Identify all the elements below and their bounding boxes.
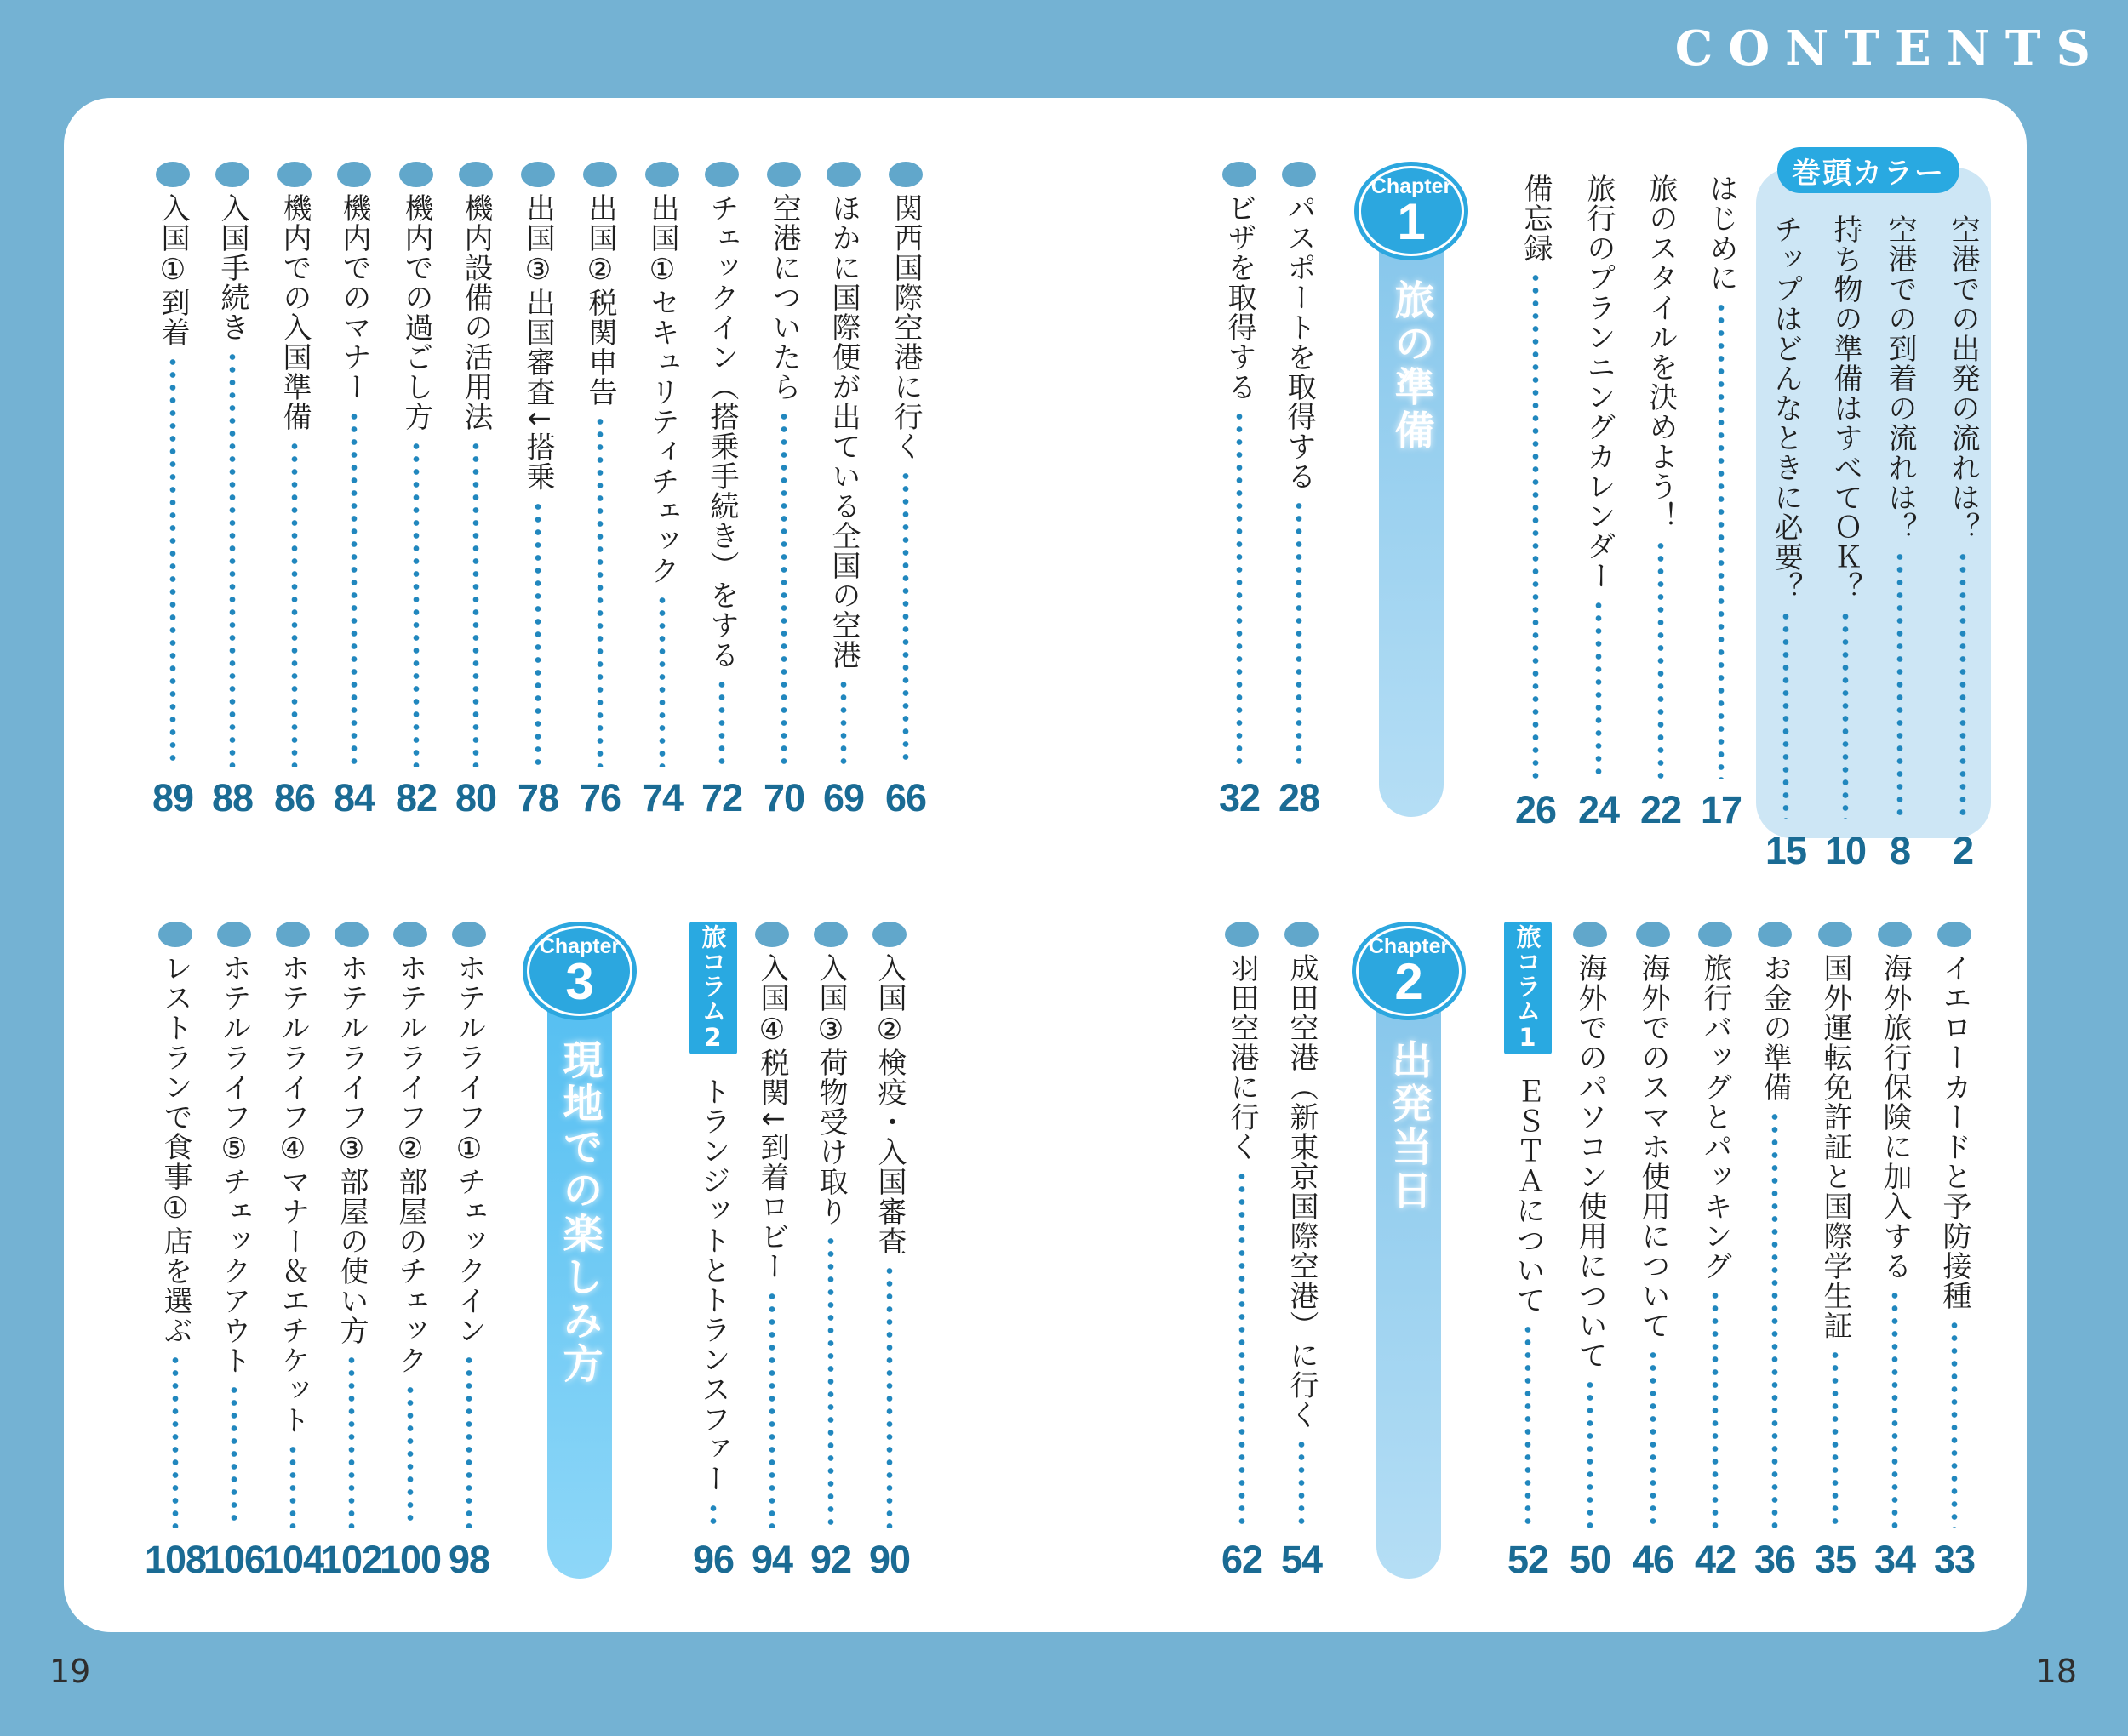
toc-entry-label: ホテルライフ③部屋の使い方 xyxy=(335,953,369,1345)
bullet-dot-icon xyxy=(1573,922,1607,947)
bullet-dot-icon xyxy=(1284,922,1319,947)
toc-entry xyxy=(568,162,632,817)
leader-dots xyxy=(827,1235,835,1528)
bullet-dot-icon xyxy=(1758,922,1792,947)
column-badge: 旅コラム1 xyxy=(1504,922,1552,1054)
toc-entry xyxy=(1803,922,1868,1579)
toc-entry xyxy=(143,922,208,1579)
leader-dots xyxy=(1531,271,1540,779)
bullet-dot-icon xyxy=(1636,922,1670,947)
leader-dots xyxy=(1656,540,1665,779)
toc-entry xyxy=(857,922,922,1579)
chapter-word: Chapter xyxy=(1370,174,1452,198)
toc-page-number: 15 xyxy=(1765,829,1807,872)
toc-entry xyxy=(262,162,327,817)
toc-page-number: 84 xyxy=(333,776,375,819)
bullet-dot-icon xyxy=(814,922,848,947)
toc-entry-label: ＥＳＴＡについて xyxy=(1511,1076,1545,1315)
leader-dots xyxy=(596,415,604,767)
toc-entry-label: トランジットとトランスファー xyxy=(696,1076,730,1493)
leader-dots xyxy=(1896,551,1904,819)
toc-entry-label: 入国①到着 xyxy=(156,193,190,347)
toc-page-number: 32 xyxy=(1218,776,1261,819)
toc-page-number: 104 xyxy=(261,1538,324,1581)
leader-dots xyxy=(230,1384,238,1528)
bullet-dot-icon xyxy=(215,162,249,187)
toc-entry xyxy=(1683,922,1748,1579)
toc-entry-label: ホテルライフ⑤チェックアウト xyxy=(217,953,251,1375)
leader-dots xyxy=(406,1384,415,1528)
toc-entry xyxy=(319,922,384,1579)
toc-entry xyxy=(752,162,816,817)
leader-dots xyxy=(1297,1438,1306,1528)
bullet-dot-icon xyxy=(705,162,739,187)
leader-dots xyxy=(534,500,542,768)
toc-page-number: 78 xyxy=(517,776,559,819)
toc-entry-label: 入国手続き xyxy=(215,193,249,342)
toc-entry-label: 海外旅行保険に加入する xyxy=(1878,953,1912,1281)
toc-page-number: 76 xyxy=(579,776,621,819)
toc-page-number: 88 xyxy=(211,776,254,819)
toc-entry xyxy=(1922,922,1987,1579)
toc-entry-label: 海外でのスマホ使用について xyxy=(1636,953,1670,1340)
bullet-dot-icon xyxy=(1222,162,1256,187)
leader-dots xyxy=(169,356,177,767)
toc-page-number: 24 xyxy=(1577,788,1620,831)
toc-entry xyxy=(1566,162,1631,829)
leader-dots xyxy=(290,440,299,767)
toc-entry xyxy=(200,162,265,817)
toc-entry xyxy=(798,922,863,1579)
leader-dots xyxy=(347,1354,356,1528)
toc-entry xyxy=(740,922,804,1579)
toc-entry-label: 機内での過ごし方 xyxy=(399,193,433,431)
toc-entry xyxy=(1267,162,1331,817)
toc-page-number: 66 xyxy=(884,776,927,819)
leader-dots xyxy=(1649,1349,1657,1528)
toc-page-number: 90 xyxy=(868,1538,911,1581)
toc-page-number: 62 xyxy=(1221,1538,1263,1581)
toc-entry xyxy=(140,162,205,817)
toc-page-number: 70 xyxy=(763,776,805,819)
bullet-dot-icon xyxy=(1225,922,1259,947)
chapter-column xyxy=(1347,162,1475,817)
toc-page-number: 108 xyxy=(144,1538,207,1581)
toc-page-number: 46 xyxy=(1632,1538,1674,1581)
toc-entry xyxy=(1628,162,1693,829)
toc-entry-label: お金の準備 xyxy=(1758,953,1792,1102)
toc-page-number: 34 xyxy=(1873,1538,1916,1581)
toc-entry-label: ホテルライフ①チェックイン xyxy=(452,953,486,1345)
toc-entry-label: パスポートを取得する xyxy=(1282,193,1316,491)
spread-page-number-right: 18 xyxy=(2035,1653,2077,1690)
toc-page-number: 42 xyxy=(1694,1538,1736,1581)
toc-entry xyxy=(630,162,695,817)
toc-page-number: 100 xyxy=(379,1538,442,1581)
toc-entry-label: 空港での出発の流れは？ xyxy=(1946,214,1980,542)
bullet-dot-icon xyxy=(156,162,190,187)
toc-entry xyxy=(1496,922,1560,1579)
bullet-dot-icon xyxy=(645,162,679,187)
chapter-title: 出発当日 xyxy=(1385,1039,1433,1213)
bullet-dot-icon xyxy=(755,922,789,947)
leader-dots xyxy=(1711,1289,1719,1528)
toc-page-number: 36 xyxy=(1753,1538,1796,1581)
toc-entry-label: 空港での到着の流れは？ xyxy=(1883,214,1917,542)
toc-page-number: 8 xyxy=(1889,829,1911,872)
toc-entry xyxy=(437,922,501,1579)
toc-entry xyxy=(260,922,325,1579)
toc-page-number: 69 xyxy=(822,776,865,819)
chapter-number: 3 xyxy=(565,953,594,1010)
chapter-word: Chapter xyxy=(539,934,621,958)
chapter-number-badge xyxy=(523,922,637,1020)
bullet-dot-icon xyxy=(393,922,427,947)
leader-dots xyxy=(709,1502,718,1528)
bullet-dot-icon xyxy=(452,922,486,947)
toc-entry xyxy=(1558,922,1622,1579)
toc-entry xyxy=(811,162,876,817)
bullet-dot-icon xyxy=(1937,922,1971,947)
bullet-dot-icon xyxy=(337,162,371,187)
toc-entry-label: 機内でのマナー xyxy=(337,193,371,402)
toc-entry-label: 備忘録 xyxy=(1519,174,1553,263)
front-color-badge: 巻頭カラー xyxy=(1777,147,1959,193)
bullet-dot-icon xyxy=(277,162,312,187)
bullet-dot-icon xyxy=(1818,922,1852,947)
bullet-dot-icon xyxy=(217,922,251,947)
bullet-dot-icon xyxy=(521,162,555,187)
toc-page-number: 22 xyxy=(1639,788,1682,831)
toc-entry-label: 入国②検疫・入国審査 xyxy=(872,953,907,1256)
toc-page-number: 82 xyxy=(395,776,438,819)
spread-page-number-left: 19 xyxy=(49,1653,91,1690)
toc-entry-label: ホテルライフ④マナー＆エチケット xyxy=(276,953,310,1435)
toc-entry xyxy=(1931,162,1995,870)
toc-entry-label: 出国②税関申告 xyxy=(583,193,617,407)
toc-page-number: 98 xyxy=(448,1538,490,1581)
chapter-word: Chapter xyxy=(1368,934,1450,958)
toc-entry xyxy=(202,922,266,1579)
toc-entry xyxy=(1621,922,1685,1579)
toc-page-number: 28 xyxy=(1278,776,1320,819)
column-badge: 旅コラム2 xyxy=(689,922,737,1054)
bullet-dot-icon xyxy=(1878,922,1912,947)
toc-entry-label: 入国④税関↓到着ロビー xyxy=(755,953,789,1282)
toc-entry-label: ビザを取得する xyxy=(1222,193,1256,402)
toc-entry-label: 成田空港（新東京国際空港）に行く xyxy=(1284,953,1319,1430)
toc-entry xyxy=(1269,922,1334,1579)
toc-page-number: 80 xyxy=(455,776,497,819)
bullet-dot-icon xyxy=(1282,162,1316,187)
toc-page-number: 33 xyxy=(1933,1538,1976,1581)
toc-entry-label: 入国③荷物受け取り xyxy=(814,953,848,1226)
contents-title: CONTENTS xyxy=(1674,20,2106,77)
toc-page-number: 96 xyxy=(692,1538,735,1581)
chapter-column xyxy=(1345,922,1473,1579)
toc-page-number: 86 xyxy=(273,776,316,819)
toc-entry xyxy=(506,162,570,817)
leader-dots xyxy=(1524,1323,1532,1528)
leader-dots xyxy=(1770,1111,1779,1528)
toc-page-number: 17 xyxy=(1700,788,1742,831)
bullet-dot-icon xyxy=(583,162,617,187)
toc-entry-label: ホテルライフ②部屋のチェック xyxy=(393,953,427,1375)
chapter-bar xyxy=(547,971,612,1579)
toc-entry-label: チップはどんなときに必要？ xyxy=(1769,214,1803,602)
toc-entry-label: イエローカードと予防接種 xyxy=(1937,953,1971,1311)
toc-entry-label: 機内設備の活用法 xyxy=(459,193,493,431)
toc-entry-label: 関西国際空港に行く xyxy=(889,193,923,461)
toc-page-number: 72 xyxy=(701,776,743,819)
chapter-column xyxy=(516,922,644,1579)
toc-entry xyxy=(1753,162,1818,870)
leader-dots xyxy=(839,678,848,767)
leader-dots xyxy=(780,410,788,767)
chapter-bar xyxy=(1379,211,1444,817)
leader-dots xyxy=(658,594,666,767)
toc-entry xyxy=(689,162,754,817)
toc-entry-label: 出国①セキュリティチェック xyxy=(645,193,679,585)
leader-dots xyxy=(465,1354,473,1528)
leader-dots xyxy=(1586,1379,1594,1528)
toc-entry-label: 羽田空港に行く xyxy=(1225,953,1259,1162)
toc-entry xyxy=(1689,162,1753,829)
bullet-dot-icon xyxy=(399,162,433,187)
leader-dots xyxy=(768,1290,776,1529)
bullet-dot-icon xyxy=(872,922,907,947)
leader-dots xyxy=(1238,1170,1246,1528)
leader-dots xyxy=(1235,410,1244,767)
toc-page-number: 89 xyxy=(152,776,194,819)
chapter-number-badge xyxy=(1352,922,1466,1020)
toc-entry-label: チェックイン（搭乗手続き）をする xyxy=(705,193,739,670)
chapter-bar xyxy=(1376,971,1441,1579)
toc-entry xyxy=(1503,162,1568,829)
toc-entry-label: ほかに国際便が出ている全国の空港 xyxy=(827,193,861,670)
leader-dots xyxy=(1295,500,1303,767)
toc-entry-label: 国外運転免許証と国際学生証 xyxy=(1818,953,1852,1340)
bullet-dot-icon xyxy=(335,922,369,947)
toc-page-number: 74 xyxy=(641,776,684,819)
toc-entry-label: レストランで食事①店を選ぶ xyxy=(158,953,192,1345)
toc-entry-label: 海外でのパソコン使用について xyxy=(1573,953,1607,1370)
leader-dots xyxy=(412,440,420,767)
leader-dots xyxy=(901,470,910,767)
toc-entry xyxy=(378,922,443,1579)
leader-dots xyxy=(1782,610,1790,819)
toc-entry xyxy=(1742,922,1807,1579)
bullet-dot-icon xyxy=(459,162,493,187)
toc-entry-label: 空港についたら xyxy=(767,193,801,402)
leader-dots xyxy=(1594,599,1603,779)
leader-dots xyxy=(228,351,237,767)
chapter-title: 現地での楽しみ方 xyxy=(556,1039,604,1386)
toc-page-number: 92 xyxy=(809,1538,852,1581)
toc-page-number: 50 xyxy=(1569,1538,1611,1581)
toc-page-number: 94 xyxy=(751,1538,793,1581)
toc-entry-label: 持ち物の準備はすべてＯＫ？ xyxy=(1828,214,1862,602)
leader-dots xyxy=(289,1443,297,1528)
leader-dots xyxy=(718,678,726,767)
leader-dots xyxy=(1841,610,1850,819)
toc-page-number: 52 xyxy=(1507,1538,1549,1581)
toc-entry-label: はじめに xyxy=(1704,174,1738,293)
toc-entry xyxy=(1207,162,1272,817)
bullet-dot-icon xyxy=(158,922,192,947)
leader-dots xyxy=(1959,551,1967,819)
chapter-number: 1 xyxy=(1397,193,1426,250)
toc-page-number: 106 xyxy=(203,1538,266,1581)
toc-page-number: 102 xyxy=(320,1538,383,1581)
toc-entry-label: 旅行バッグとパッキング xyxy=(1698,953,1732,1281)
toc-entry xyxy=(1862,922,1927,1579)
toc-page-number: 10 xyxy=(1824,829,1867,872)
leader-dots xyxy=(1891,1289,1899,1528)
toc-entry xyxy=(443,162,508,817)
chapter-number: 2 xyxy=(1394,953,1423,1010)
bullet-dot-icon xyxy=(767,162,801,187)
chapter-number-badge xyxy=(1354,162,1468,260)
toc-entry xyxy=(322,162,386,817)
bullet-dot-icon xyxy=(827,162,861,187)
toc-entry-label: 出国③出国審査↓搭乗 xyxy=(521,193,555,492)
toc-entry xyxy=(873,162,938,817)
bullet-dot-icon xyxy=(1698,922,1732,947)
leader-dots xyxy=(1950,1319,1959,1528)
toc-entry-label: 機内での入国準備 xyxy=(277,193,312,431)
toc-entry-label: 旅行のプランニングカレンダー xyxy=(1582,174,1616,591)
leader-dots xyxy=(885,1265,894,1528)
leader-dots xyxy=(350,410,358,767)
leader-dots xyxy=(472,440,480,767)
toc-page-number: 2 xyxy=(1952,829,1974,872)
toc-entry xyxy=(384,162,449,817)
toc-page-number: 35 xyxy=(1814,1538,1856,1581)
chapter-title: 旅の準備 xyxy=(1387,279,1435,453)
toc-page-number: 54 xyxy=(1280,1538,1323,1581)
leader-dots xyxy=(1717,301,1725,779)
leader-dots xyxy=(1831,1349,1839,1528)
toc-page-number: 26 xyxy=(1514,788,1557,831)
toc-entry xyxy=(681,922,746,1579)
bullet-dot-icon xyxy=(889,162,923,187)
toc-entry xyxy=(1210,922,1274,1579)
bullet-dot-icon xyxy=(276,922,310,947)
toc-entry xyxy=(1813,162,1878,870)
toc-entry-label: 旅のスタイルを決めよう！ xyxy=(1644,174,1678,531)
leader-dots xyxy=(171,1354,180,1528)
